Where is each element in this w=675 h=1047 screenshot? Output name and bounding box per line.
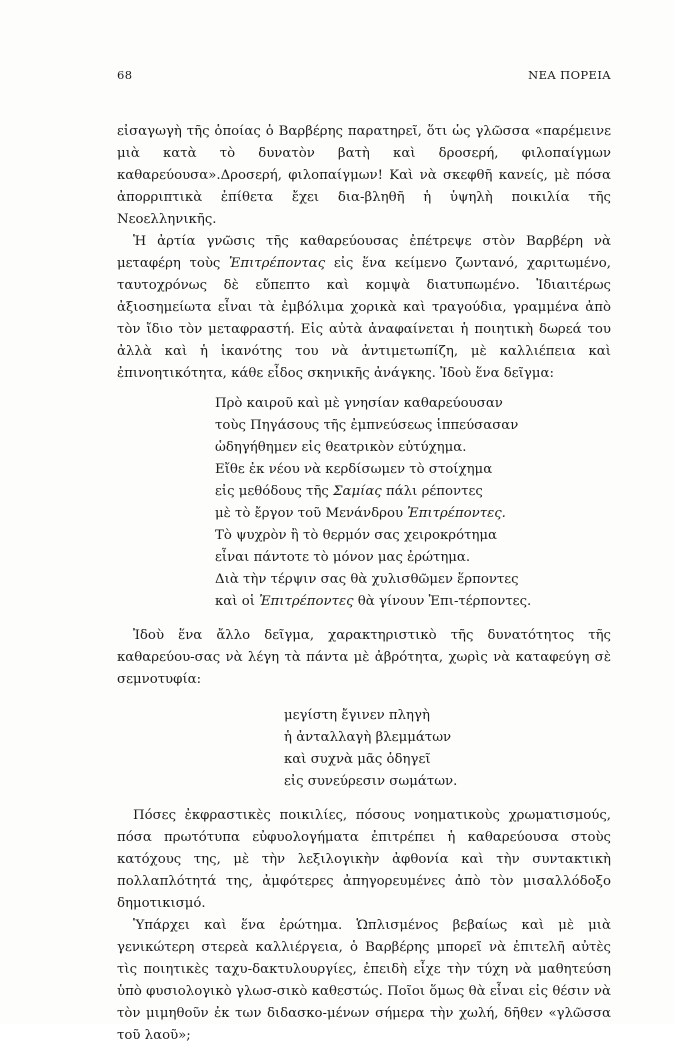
verse-block-1 (117, 393, 611, 613)
verse-1-line: ὡδηγήθημεν εἰς θεατρικὸν εὐτύχημα. (215, 440, 467, 455)
verse-1-line-10-end: θὰ γίνουν Ἐπι-τέρποντες. (353, 594, 532, 609)
verse-1-line-10-italic: Ἐπιτρέποντες (259, 594, 354, 609)
verse-1-line-5-start: εἰς μεθόδους τῆς (215, 484, 334, 499)
verse-1-line-6-start: μὲ τὸ ἔργον τοῦ Μενάνδρου (215, 506, 408, 521)
paragraph-2-text-start: Ἡ ἀρτία γνῶσις τῆς καθαρεύουσας ἐπέτρεψε στὸν Βαρβέρη νὰ μεταφέρη τοὺς (117, 234, 611, 271)
verse-1-line-6-italic: Ἐπιτρέποντες. (407, 506, 506, 521)
running-head (117, 68, 611, 84)
verse-1-line: Εἴθε ἐκ νέου νὰ κερδίσωμεν τὸ στοίχημα (215, 462, 493, 477)
verse-1-line-5-italic: Σαμίας (333, 484, 382, 499)
paragraph-2-text-end: εἰς ἕνα κείμενο ζωντανό, χαριτωμένο, ταυτοχρόνως δὲ εὔπεπτο καὶ κομψὰ διατυπωμένο. Ἰδιαιτέρως ἀξιοσημείωτα εἶναι τὰ ἐμβόλιμα χορικὰ καὶ τραγούδια, γραμμένα ἀπὸ τὸν ἴδιο τὸν μεταφραστή. Εἰς αὐτὰ ἀναφαίνεται ἡ ποιητικὴ δωρεά του ἀλλὰ καὶ ἡ ἱκανότης του νὰ ἀντιμετωπίζη, μὲ καλλιέπεια καὶ ἐπινοητικότητα, κάθε εἶδος σκηνικῆς ἀνάγκης. Ἰδοὺ ἕνα δεῖγμα: (117, 256, 611, 381)
verse-1-line-10-start: καὶ οἱ (215, 594, 260, 609)
paragraph-5: Ὑπάρχει καὶ ἕνα ἐρώτημα. Ὡπλισμένος βεβαίως καὶ μὲ μιὰ γενικώτερη στερεὰ καλλιέργεια, ὁ Βαρβέρης μπορεῖ νὰ ἐπιτελῆ αὐτὲς τὶς ποιητικὲς ταχυ-δακτυλουργίες, ἐπειδὴ εἶχε τὴν τύχη νὰ μαθητεύση ὑπὸ φυσιολογικὸ γλωσ-σικὸ καθεστώς. Ποῖοι ὅμως θὰ εἶναι εἰς θέσιν νὰ τὸν μιμηθοῦν ἐκ των διδασκο-μένων σήμερα τὴν χωλή, δῆθεν «γλῶσσα τοῦ λαοῦ»; (117, 918, 611, 1043)
page-number: 68 (117, 68, 133, 82)
verse-1-line: Πρὸ καιροῦ καὶ μὲ γνησίαν καθαρεύουσαν (215, 396, 503, 411)
paragraph-2-italic-title: Ἐπιτρέποντας (228, 256, 326, 271)
verse-2-line: μεγίστη ἔγινεν πληγὴ (284, 708, 430, 723)
paragraph-1: εἰσαγωγὴ τῆς ὁποίας ὁ Βαρβέρης παρατηρεῖ, ὅτι ὡς γλῶσσα «παρέμεινε μιὰ κατὰ τὸ δυνατὸν βατὴ καὶ δροσερή, φιλοπαίγμων καθαρεύουσα».Δροσερή, φιλοπαίγμων! Καὶ νὰ σκεφθῆ κανείς, μὲ πόσα ἀπορριπτικὰ ἐπίθετα ἔχει δια-βληθῆ ἡ ὑψηλὴ ποικιλία τῆς Νεοελληνικῆς. (117, 124, 611, 227)
verse-1-line: εἶναι πάντοτε τὸ μόνον μας ἐρώτημα. (215, 550, 471, 565)
verse-2-line: ἡ ἀνταλλαγὴ βλεμμάτων (284, 730, 452, 745)
verse-1-line (215, 591, 611, 613)
verse-1-line-5-end: πάλι ρέποντες (381, 484, 483, 499)
paragraph-2 (117, 231, 611, 385)
verse-1-line: τοὺς Πηγάσους τῆς ἐμπνεύσεως ἱππεύσασαν (215, 418, 519, 433)
body-text (117, 121, 611, 1047)
verse-block-2 (117, 705, 611, 793)
paragraph-3: Ἰδοὺ ἕνα ἄλλο δεῖγμα, χαρακτηριστικὸ τῆς δυνατότητος τῆς καθαρεύου-σας νὰ λέγη τὰ πάντα μὲ ἀβρότητα, χωρὶς νὰ καταφεύγη σὲ σεμνοτυφία: (117, 628, 611, 687)
verse-1-line (215, 481, 611, 503)
verse-1-line: Διὰ τὴν τέρψιν σας θὰ χυλισθῶμεν ἕρποντες (215, 572, 519, 587)
verse-1-line: Τὸ ψυχρὸν ἢ τὸ θερμόν σας χειροκρότημα (215, 528, 498, 543)
verse-2-line: εἰς συνεύρεσιν σωμάτων. (284, 774, 458, 789)
verse-1-line (215, 503, 611, 525)
paragraph-4: Πόσες ἐκφραστικὲς ποικιλίες, πόσους νοηματικοὺς χρωματισμούς, πόσα πρωτότυπα εὐφυολογήματα ἐπιτρέπει ἡ καθαρεύουσα στοὺς κατόχους της, μὲ τὴν λεξιλογικὴν ἀφθονία καὶ τὴν συντακτικὴ πολλαπλότητά της, ἀμφότερες ἀπηγορευμένες ἀπὸ τὸν μισαλλόδοξο δημοτικισμό. (117, 808, 611, 911)
journal-title: ΝΕΑ ΠΟΡΕΙΑ (528, 68, 611, 82)
verse-2-line: καὶ συχνὰ μᾶς ὁδηγεῖ (284, 752, 431, 767)
